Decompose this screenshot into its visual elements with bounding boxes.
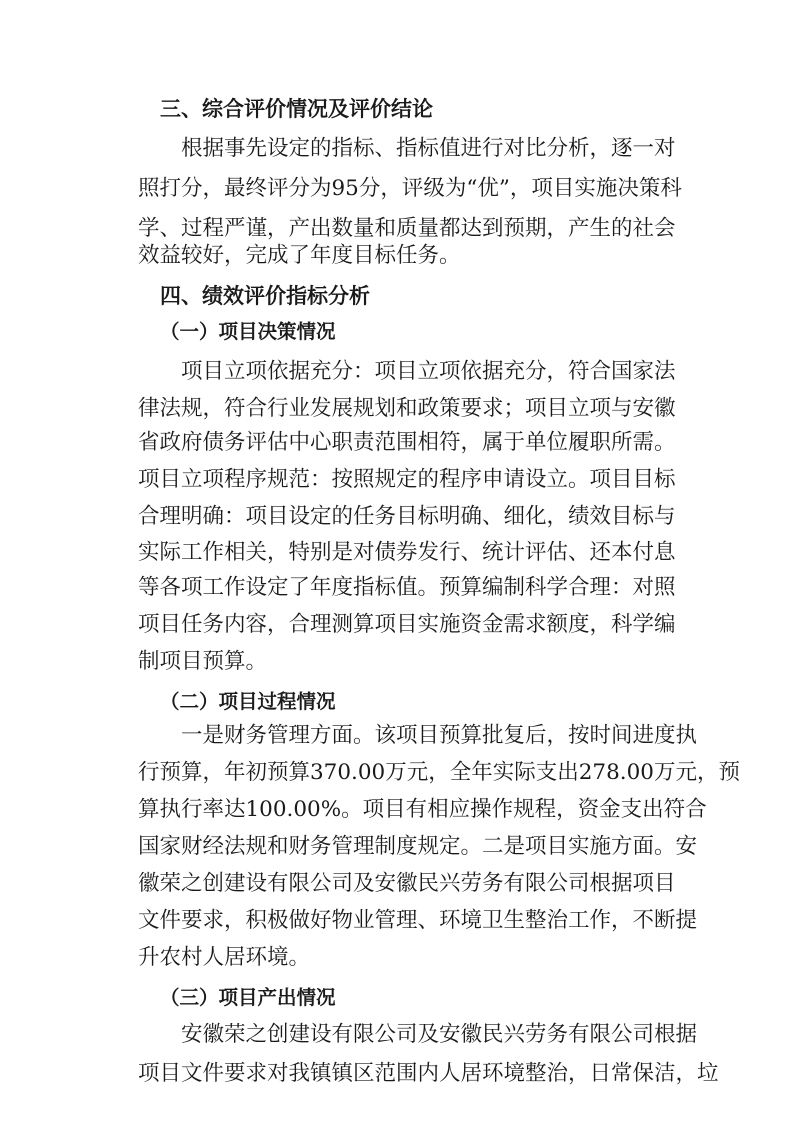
subsection-1-heading: （一）项目决策情况: [160, 320, 336, 343]
paragraph-line: 算执行率达100.00%。项目有相应操作规程，资金支出符合: [138, 797, 707, 822]
paragraph-line: 效益较好，完成了年度目标任务。: [138, 243, 461, 268]
paragraph-line: 项目立项程序规范：按照规定的程序申请设立。项目目标: [138, 467, 676, 492]
paragraph-line: 行预算，年初预算370.00万元，全年实际支出278.00万元，预: [138, 760, 740, 785]
paragraph-line: 合理明确：项目设定的任务目标明确、细化，绩效目标与: [138, 504, 676, 529]
paragraph-line: 文件要求，积极做好物业管理、环境卫生整治工作，不断提: [138, 908, 698, 933]
paragraph-line: 一是财务管理方面。该项目预算批复后，按时间进度执: [181, 723, 698, 748]
paragraph-line: 学、过程严谨，产出数量和质量都达到预期，产生的社会: [138, 216, 676, 241]
paragraph-line: 制项目预算。: [138, 649, 268, 674]
paragraph-line: 项目文件要求对我镇镇区范围内人居环境整治，日常保洁，垃: [138, 1061, 719, 1086]
paragraph-line: 安徽荣之创建设有限公司及安徽民兴劳务有限公司根据: [181, 1022, 698, 1047]
paragraph-line: 等各项工作设定了年度指标值。预算编制科学合理：对照: [138, 575, 676, 600]
section-4-heading: 四、绩效评价指标分析: [160, 284, 370, 308]
paragraph-line: 实际工作相关，特别是对债券发行、统计评估、还本付息: [138, 540, 676, 565]
section-3-heading: 三、综合评价情况及评价结论: [160, 97, 433, 121]
paragraph-line: 省政府债务评估中心职责范围相符，属于单位履职所需。: [138, 430, 676, 455]
subsection-3-heading: （三）项目产出情况: [160, 986, 336, 1009]
paragraph-line: 徽荣之创建设有限公司及安徽民兴劳务有限公司根据项目: [138, 871, 676, 896]
paragraph-line: 照打分，最终评分为95分，评级为“优”，项目实施决策科: [138, 176, 682, 201]
paragraph-line: 升农村人居环境。: [138, 945, 311, 970]
subsection-2-heading: （二）项目过程情况: [160, 690, 336, 713]
paragraph-line: 项目立项依据充分：项目立项依据充分，符合国家法: [181, 359, 676, 384]
paragraph-line: 根据事先设定的指标、指标值进行对比分析，逐一对: [181, 136, 676, 161]
paragraph-line: 项目任务内容，合理测算项目实施资金需求额度，科学编: [138, 612, 676, 637]
paragraph-line: 国家财经法规和财务管理制度规定。二是项目实施方面。安: [138, 834, 698, 859]
paragraph-line: 律法规，符合行业发展规划和政策要求；项目立项与安徽: [138, 396, 676, 421]
